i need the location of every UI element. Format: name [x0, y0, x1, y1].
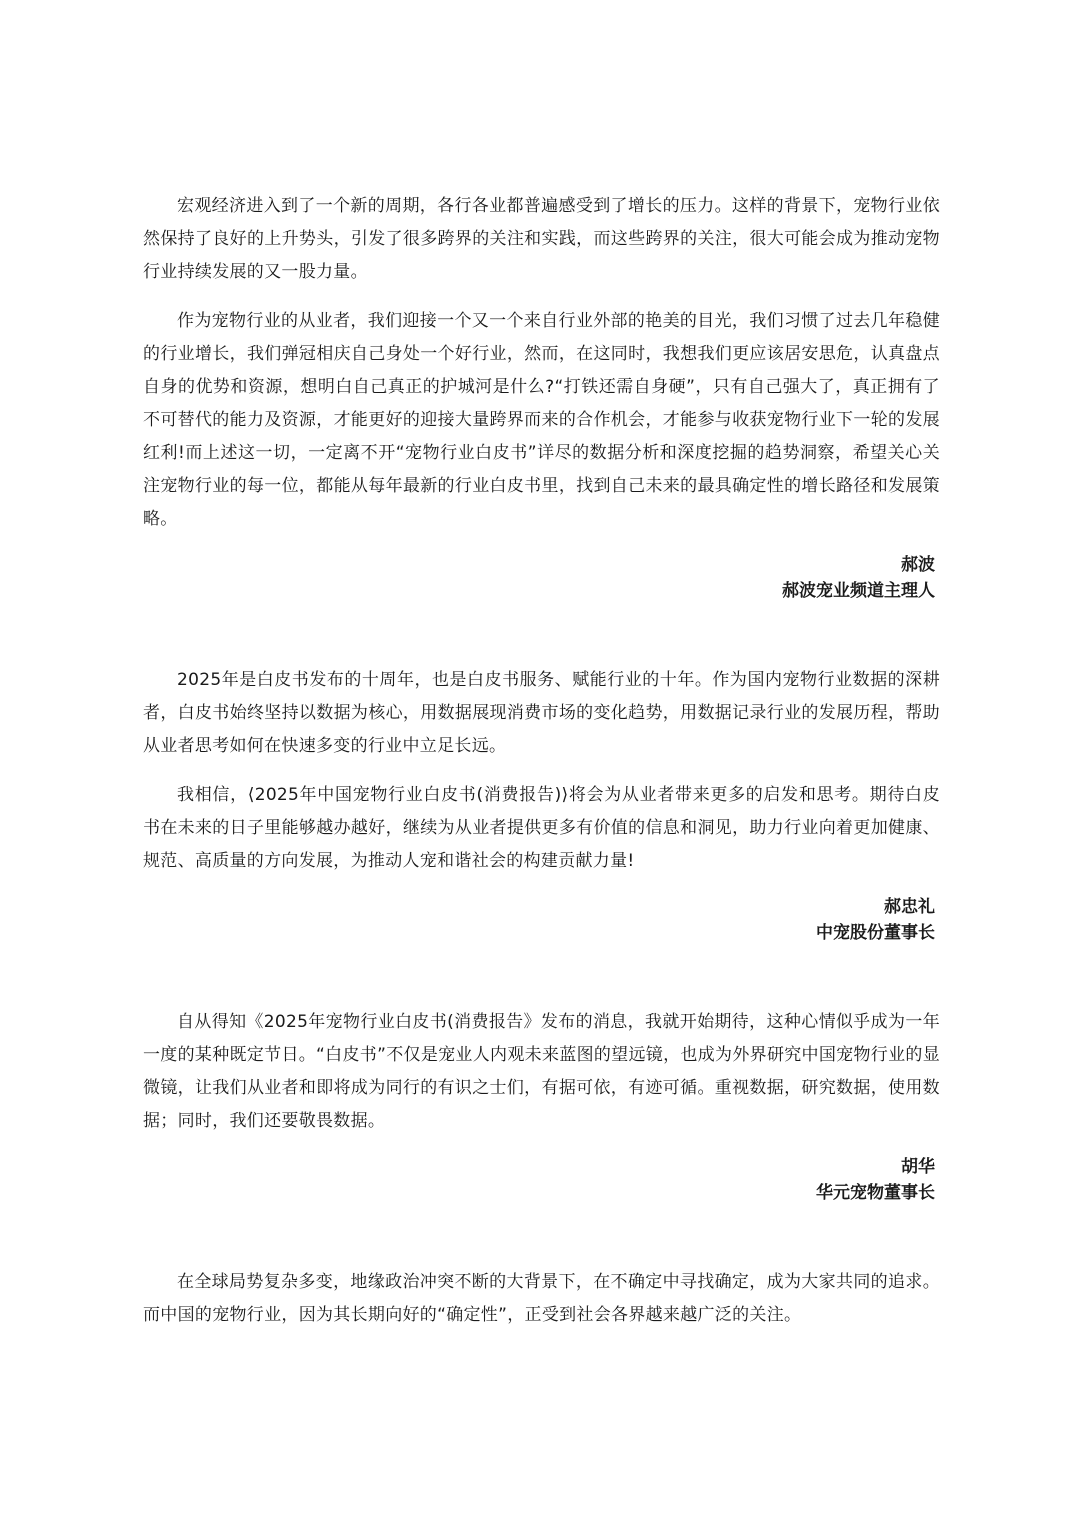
- signature-block: [143, 894, 940, 946]
- preface-section-hao-bo: [143, 190, 940, 604]
- signature-block: [143, 1154, 940, 1206]
- preface-section-hu-hua: [143, 1006, 940, 1206]
- preface-section-closing: [143, 1266, 940, 1332]
- signature-block: [143, 552, 940, 604]
- signature-title: 华元宠物董事长: [816, 1183, 935, 1203]
- paragraph: 宏观经济进入到了一个新的周期，各行各业都普遍感受到了增长的压力。这样的背景下，宠物行业依然保持了良好的上升势头，引发了很多跨界的关注和实践，而这些跨界的关注，很大可能会成为推动宠物行业持续发展的又一股力量。: [143, 196, 940, 282]
- signature-name: 胡华: [901, 1157, 935, 1177]
- signature-title: 郝波宠业频道主理人: [782, 581, 935, 601]
- document-page: [143, 190, 940, 1348]
- paragraph: 自从得知《2025年宠物行业白皮书(消费报告》发布的消息，我就开始期待，这种心情似乎成为一年一度的某种既定节日。“白皮书”不仅是宠业人内观未来蓝图的望远镜，也成为外界研究中国宠物行业的显微镜，让我们从业者和即将成为同行的有识之士们，有据可依，有迹可循。重视数据，研究数据，使用数据；同时，我们还要敬畏数据。: [143, 1012, 940, 1131]
- signature-name: 郝波: [901, 555, 935, 575]
- paragraph: 在全球局势复杂多变，地缘政治冲突不断的大背景下，在不确定中寻找确定，成为大家共同的追求。而中国的宠物行业，因为其长期向好的“确定性”，正受到社会各界越来越广泛的关注。: [143, 1272, 940, 1325]
- paragraph: 2025年是白皮书发布的十周年，也是白皮书服务、赋能行业的十年。作为国内宠物行业数据的深耕者，白皮书始终坚持以数据为核心，用数据展现消费市场的变化趋势，用数据记录行业的发展历程，帮助从业者思考如何在快速多变的行业中立足长远。: [143, 670, 940, 756]
- preface-section-hao-zhongli: [143, 664, 940, 946]
- paragraph: 作为宠物行业的从业者，我们迎接一个又一个来自行业外部的艳美的目光，我们习惯了过去几年稳健的行业增长，我们弹冠相庆自己身处一个好行业，然而，在这同时，我想我们更应该居安思危，认真盘点自身的优势和资源，想明白自己真正的护城河是什么?“打铁还需自身硬”，只有自己强大了，真正拥有了不可替代的能力及资源，才能更好的迎接大量跨界而来的合作机会，才能参与收获宠物行业下一轮的发展红利!而上述这一切，一定离不开“宠物行业白皮书”详尽的数据分析和深度挖掘的趋势洞察，希望关心关注宠物行业的每一位，都能从每年最新的行业白皮书里，找到自己未来的最具确定性的增长路径和发展策略。: [143, 311, 940, 529]
- signature-name: 郝忠礼: [884, 897, 935, 917]
- paragraph: 我相信，⟨2025年中国宠物行业白皮书(消费报告)⟩将会为从业者带来更多的启发和思考。期待白皮书在未来的日子里能够越办越好，继续为从业者提供更多有价值的信息和洞见，助力行业向着更加健康、规范、高质量的方向发展，为推动人宠和谐社会的构建贡献力量!: [143, 785, 940, 871]
- signature-title: 中宠股份董事长: [816, 923, 935, 943]
